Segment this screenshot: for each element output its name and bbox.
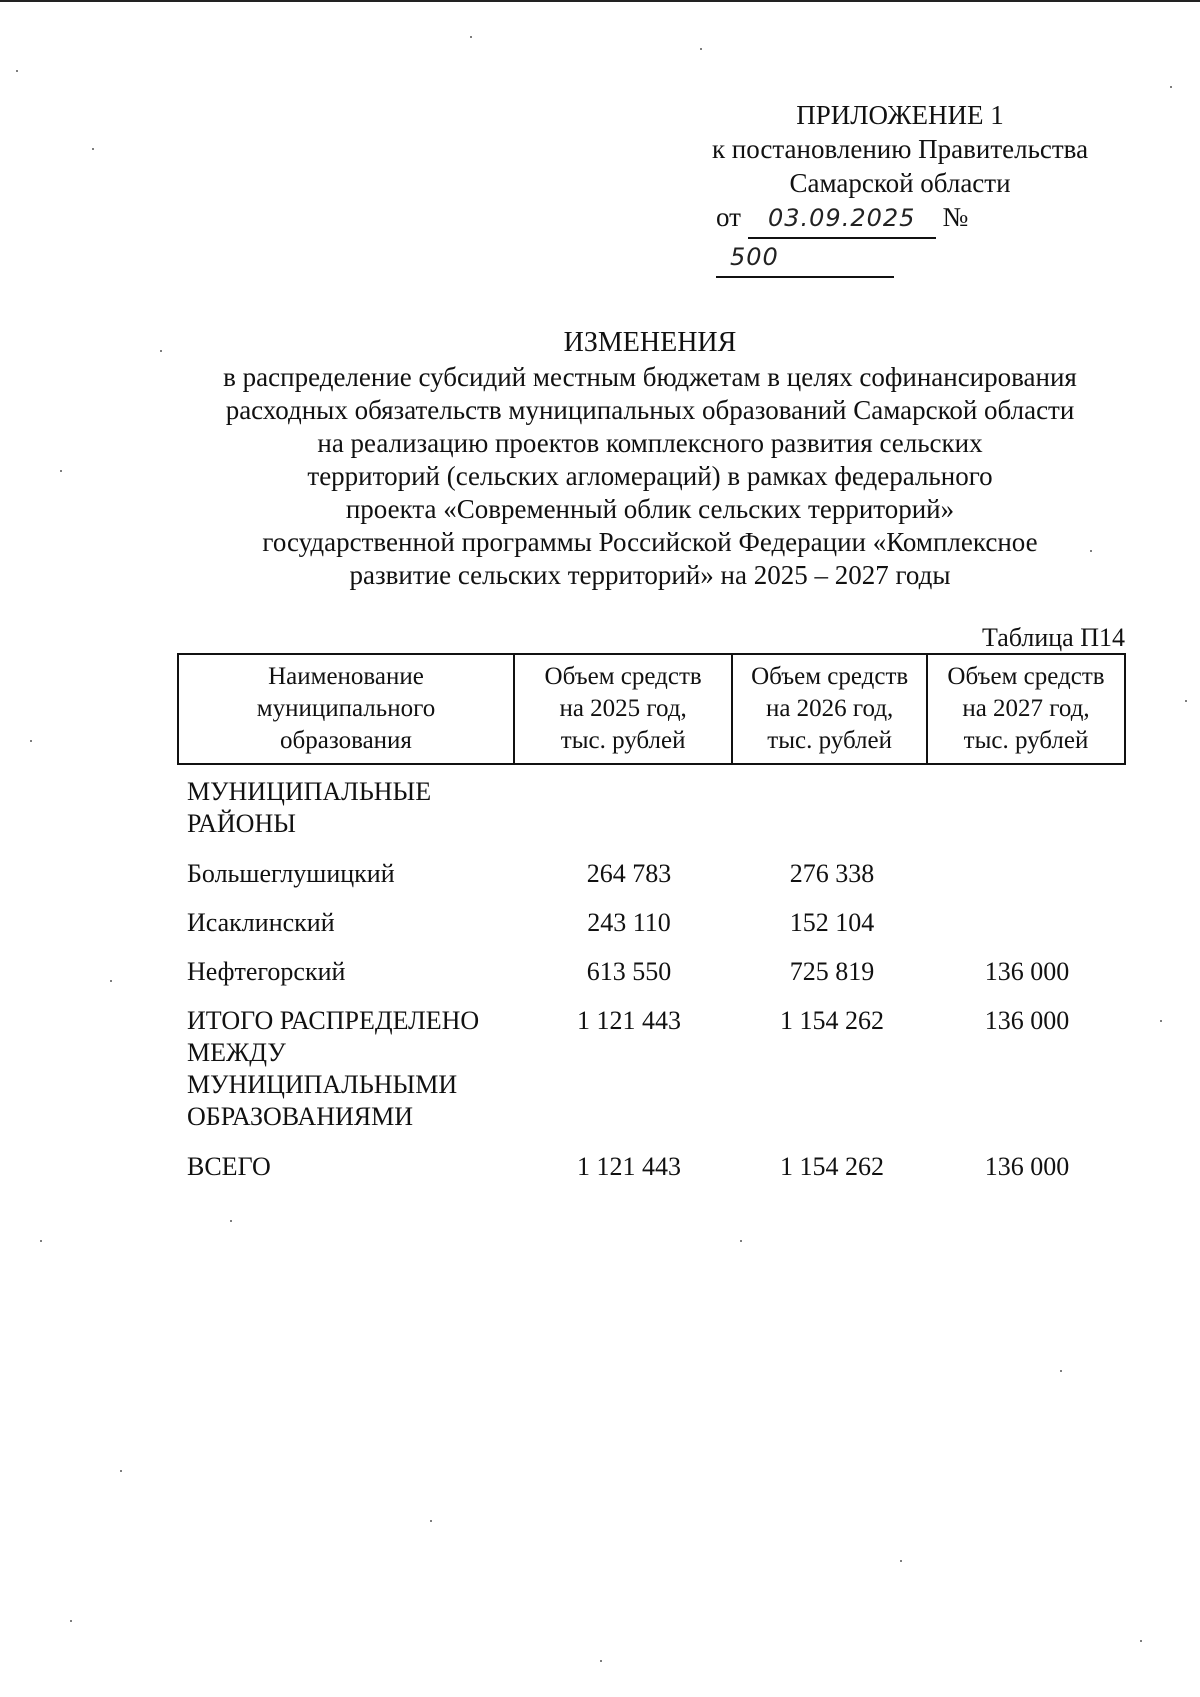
- header-2026: Объем средств на 2026 год, тыс. рублей: [732, 654, 927, 764]
- subtitle-line: территорий (сельских агломераций) в рамках федерального: [307, 461, 993, 491]
- header-2027: Объем средств на 2027 год, тыс. рублей: [927, 654, 1125, 764]
- handwritten-date: 03.09.2025: [748, 201, 936, 239]
- row-value-2027: [928, 858, 1126, 890]
- row-name: Исаклинский: [187, 908, 335, 937]
- header-2025: Объем средств на 2025 год, тыс. рублей: [514, 654, 732, 764]
- appendix-date-number: [690, 200, 1110, 278]
- table-body: [177, 776, 1126, 1183]
- row-value-2027: [928, 907, 1126, 939]
- scan-top-edge: [0, 0, 1200, 2]
- table-row: [177, 907, 1126, 939]
- row-value-2026: 1 154 262: [780, 1006, 884, 1035]
- table-header: [177, 653, 1126, 765]
- appendix-to: к постановлению Правительства: [711, 134, 1089, 164]
- handwritten-number: 500: [716, 240, 894, 278]
- row-value-2025: 1 121 443: [577, 1006, 681, 1035]
- table-row-total-distributed: [177, 1005, 1126, 1133]
- subtitle-line: развитие сельских территорий» на 2025 – 2027 годы: [349, 560, 951, 590]
- section-row: [177, 776, 1126, 840]
- section-label: МУНИЦИПАЛЬНЫЕ РАЙОНЫ: [187, 777, 432, 838]
- subtitle-line: на реализацию проектов комплексного развития сельских: [317, 428, 983, 458]
- subtitle-line: проекта «Современный облик сельских территорий»: [345, 494, 955, 524]
- appendix-region: Самарской области: [789, 168, 1011, 198]
- row-value-2026: 276 338: [789, 859, 875, 888]
- subtitle-line: расходных обязательств муниципальных образований Самарской области: [225, 395, 1075, 425]
- number-prefix: №: [942, 202, 969, 232]
- row-name: ВСЕГО: [187, 1152, 271, 1181]
- document-title: [120, 326, 1180, 592]
- header-name: Наименование муниципального образования: [178, 654, 514, 764]
- row-name: ИТОГО РАСПРЕДЕЛЕНО МЕЖДУ МУНИЦИПАЛЬНЫМИ ОБРАЗОВАНИЯМИ: [187, 1006, 480, 1131]
- table-row: [177, 858, 1126, 890]
- row-value-2025: 1 121 443: [577, 1152, 681, 1181]
- subtitle-line: государственной программы Российской Федерации «Комплексное: [262, 527, 1038, 557]
- row-value-2027: 136 000: [984, 1152, 1070, 1181]
- subtitle-line: в распределение субсидий местным бюджетам в целях софинансирования: [223, 362, 1077, 392]
- row-value-2026: 152 104: [789, 908, 875, 937]
- appendix-title: ПРИЛОЖЕНИЕ 1: [796, 100, 1004, 130]
- row-value-2026: 1 154 262: [780, 1152, 884, 1181]
- table-label: Таблица П14: [982, 623, 1125, 652]
- row-value-2026: 725 819: [789, 957, 875, 986]
- row-value-2025: 613 550: [586, 957, 672, 986]
- table-row: [177, 956, 1126, 988]
- table-row-grand-total: [177, 1151, 1126, 1183]
- row-value-2027: 136 000: [984, 1006, 1070, 1035]
- row-value-2027: 136 000: [984, 957, 1070, 986]
- row-name: Большеглушицкий: [187, 859, 395, 888]
- appendix-block: [690, 98, 1110, 278]
- row-name: Нефтегорский: [187, 957, 346, 986]
- row-value-2025: 264 783: [586, 859, 672, 888]
- row-value-2025: 243 110: [587, 908, 671, 937]
- date-prefix: от: [716, 202, 741, 232]
- document-heading: ИЗМЕНЕНИЯ: [563, 327, 737, 358]
